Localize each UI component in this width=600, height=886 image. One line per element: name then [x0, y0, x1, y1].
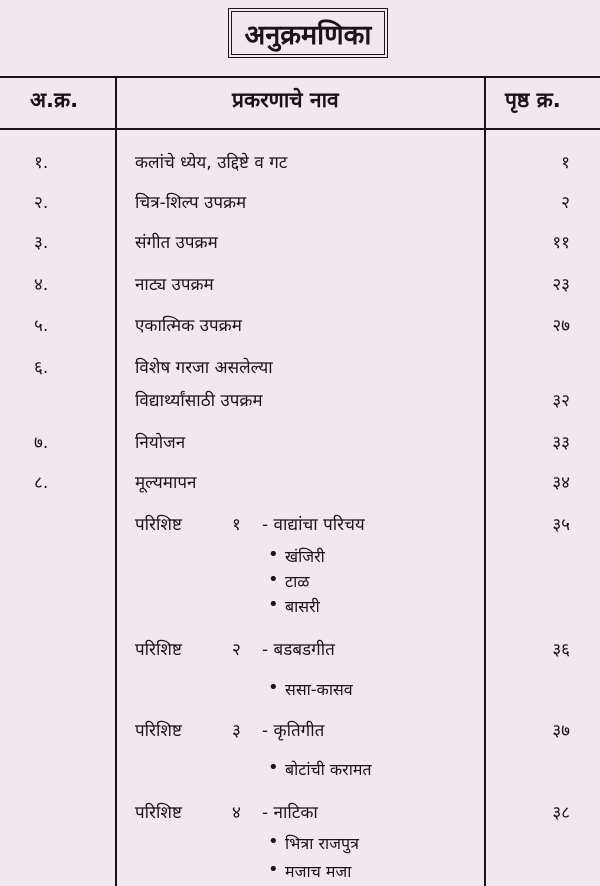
- row-title: नाट्य उपक्रम: [135, 275, 214, 295]
- appendix-label: परिशिष्ट: [135, 515, 182, 535]
- appendix-page: ३७: [552, 721, 570, 741]
- serial-column-header: अ.क्र.: [30, 88, 79, 112]
- appendix-number: २: [232, 640, 241, 660]
- row-serial: ८.: [34, 473, 49, 493]
- appendix-label: परिशिष्ट: [135, 803, 182, 823]
- table-header-border: [0, 128, 600, 130]
- page-column-header: पृष्ठ क्र.: [505, 88, 561, 112]
- row-page: ३२: [552, 391, 570, 411]
- list-item: • बोटांची करामत: [285, 758, 372, 780]
- appendix-title: - बडबडगीत: [262, 640, 335, 660]
- column-divider: [115, 76, 117, 886]
- list-item: • बासरी: [285, 595, 320, 617]
- list-item: • मजाच मजा: [285, 860, 351, 882]
- appendix-page: ३५: [552, 515, 570, 535]
- row-page: २: [561, 193, 570, 213]
- appendix-title: - वाद्यांचा परिचय: [262, 515, 365, 535]
- appendix-number: ३: [232, 721, 241, 741]
- list-item: • टाळ: [285, 570, 309, 592]
- list-item: • ससा-कासव: [285, 678, 353, 700]
- row-page: १: [561, 153, 570, 173]
- appendix-page: ३६: [552, 640, 570, 660]
- row-serial: ३.: [34, 233, 49, 253]
- chapter-column-header: प्रकरणाचे नाव: [232, 88, 339, 112]
- row-title: मूल्यमापन: [135, 473, 197, 493]
- row-page: ३४: [552, 473, 570, 493]
- row-serial: ७.: [34, 433, 49, 453]
- appendix-number: १: [232, 515, 241, 535]
- row-title: संगीत उपक्रम: [135, 233, 218, 253]
- list-item: • खंजिरी: [285, 545, 325, 567]
- table-top-border: [0, 76, 600, 78]
- appendix-label: परिशिष्ट: [135, 721, 182, 741]
- row-serial: ६.: [34, 358, 49, 378]
- row-title: एकात्मिक उपक्रम: [135, 316, 242, 336]
- row-serial: ४.: [34, 275, 49, 295]
- row-page: २७: [552, 316, 570, 336]
- list-item: • भित्रा राजपुत्र: [285, 832, 359, 854]
- row-title-continued: विद्यार्थ्यांसाठी उपक्रम: [135, 391, 263, 411]
- appendix-title: - नाटिका: [262, 803, 318, 823]
- column-divider: [484, 76, 486, 886]
- page-title: अनुक्रमणिका: [228, 8, 388, 58]
- appendix-page: ३८: [552, 803, 570, 823]
- row-title: कलांचे ध्येय, उद्दिष्टे व गट: [135, 153, 288, 173]
- row-page: ११: [552, 233, 570, 253]
- row-serial: २.: [34, 193, 49, 213]
- row-title: विशेष गरजा असलेल्या: [135, 358, 273, 378]
- appendix-title: - कृतिगीत: [262, 721, 325, 741]
- appendix-number: ४: [232, 803, 241, 823]
- row-serial: १.: [34, 153, 49, 173]
- row-serial: ५.: [34, 316, 49, 336]
- row-title: चित्र-शिल्प उपक्रम: [135, 193, 247, 213]
- row-page: ३३: [552, 433, 570, 453]
- appendix-label: परिशिष्ट: [135, 640, 182, 660]
- row-page: २३: [552, 275, 570, 295]
- row-title: नियोजन: [135, 433, 186, 453]
